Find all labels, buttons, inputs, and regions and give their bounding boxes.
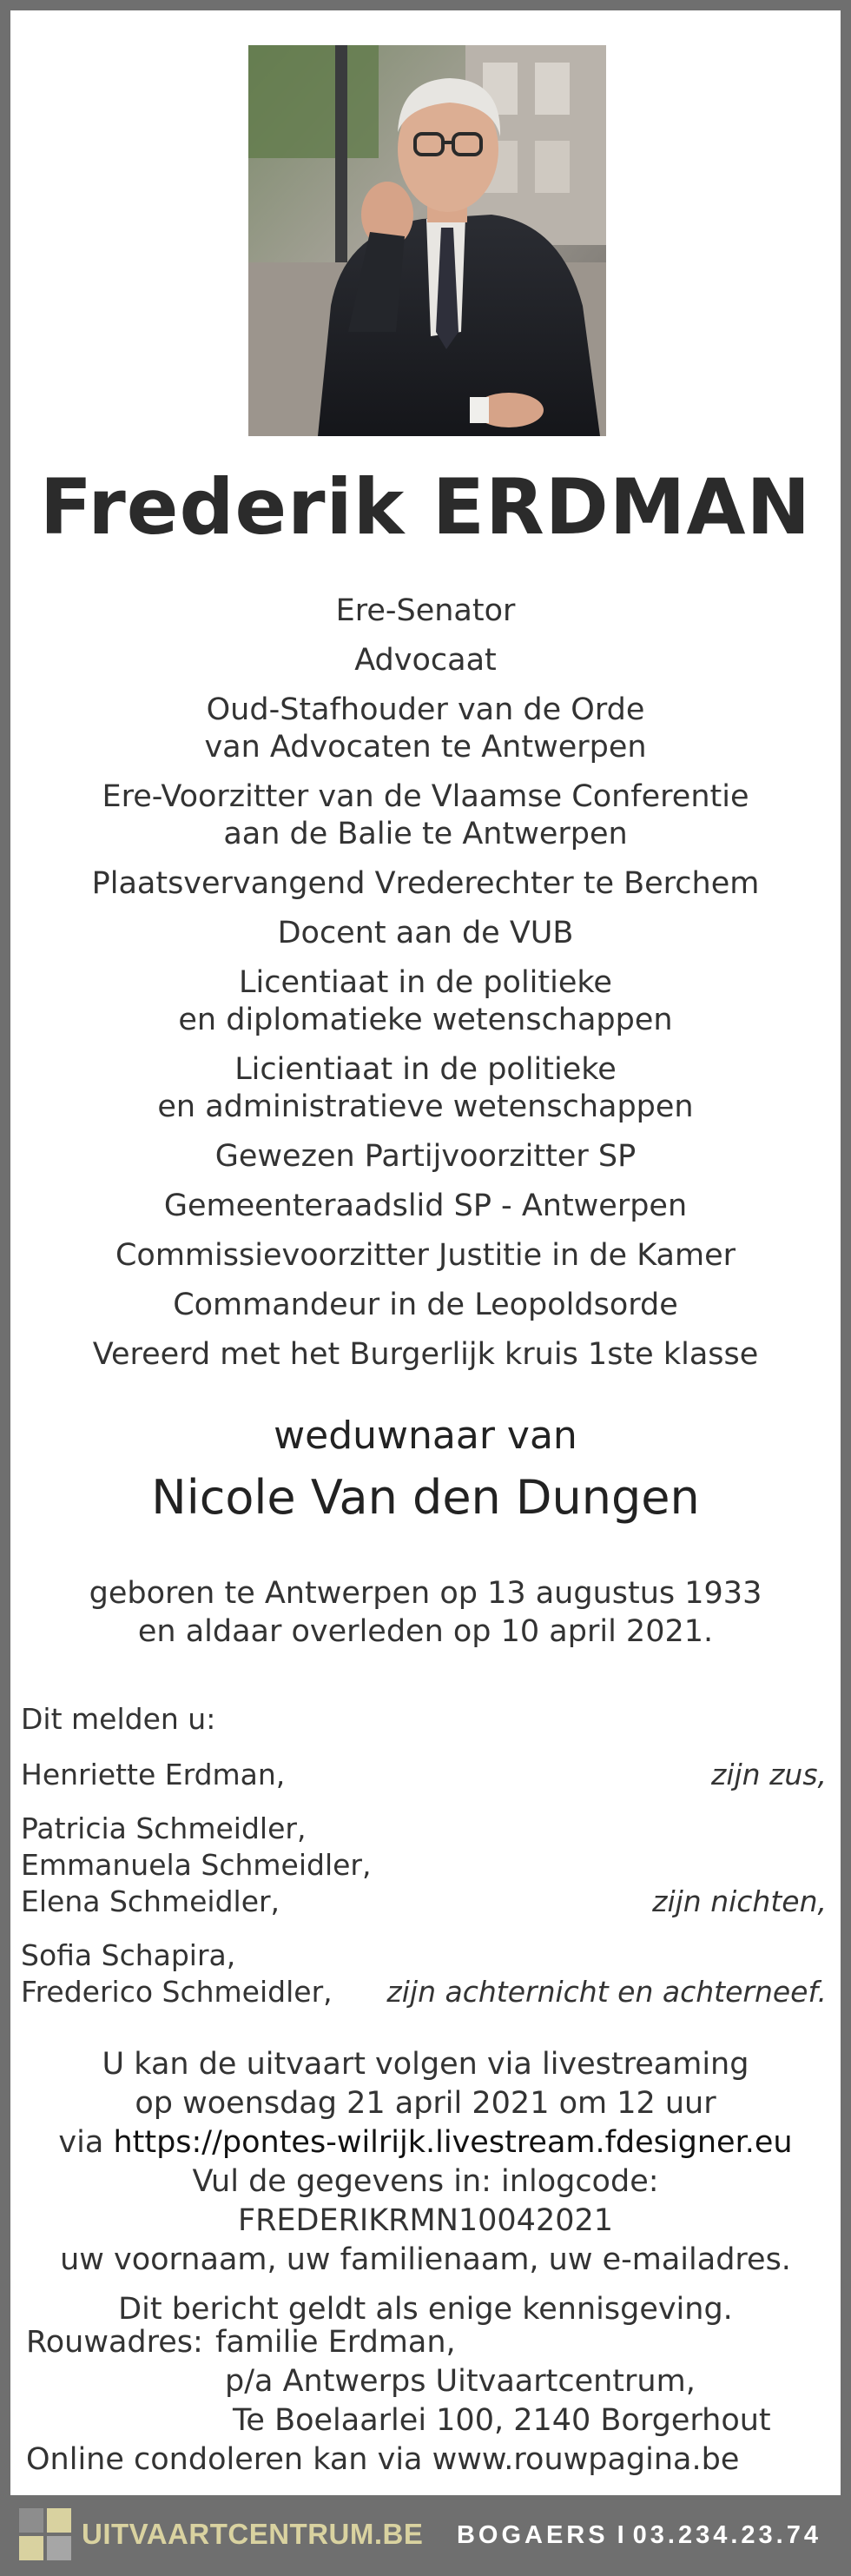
family-member-name: Sofia Schapira, (21, 1938, 236, 1972)
address-first-line (26, 2323, 834, 2362)
family-relation: zijn achternicht en achterneef. (386, 1975, 827, 2009)
title-line: Commandeur in de Leopoldsorde (173, 1288, 678, 1322)
title-entry (10, 865, 841, 903)
livestream-link[interactable]: https://pontes-wilrijk.livestream.fdesigner.eu (113, 2125, 793, 2160)
family-announcement (21, 1701, 827, 2028)
address-line-2: p/a Antwerps Uitvaartcentrum, (225, 2364, 696, 2399)
title-entry (10, 915, 841, 952)
title-entry (10, 642, 841, 679)
family-group (21, 1757, 827, 1793)
title-entry (10, 1188, 841, 1225)
address-label: Rouwadres: (26, 2325, 203, 2360)
title-line: Advocaat (354, 643, 497, 678)
title-entry (10, 593, 841, 630)
title-line: Gemeenteraadslid SP - Antwerpen (163, 1189, 688, 1223)
portrait-photo (248, 45, 606, 436)
mourning-address (26, 2323, 834, 2480)
family-intro: Dit melden u: (21, 1702, 216, 1736)
logo-mark-icon (19, 2508, 71, 2560)
title-line: Ere-Senator (335, 593, 516, 628)
family-groups (21, 1757, 827, 2010)
birth-line: geboren te Antwerpen op 13 augustus 1933 (89, 1576, 762, 1611)
spouse-name: Nicole Van den Dungen (151, 1470, 700, 1525)
family-group (21, 1937, 827, 2010)
livestream-url-line (10, 2123, 841, 2162)
family-member-name: Emmanuela Schmeidler, (21, 1848, 372, 1882)
deceased-name: Frederik ERDMAN (39, 462, 812, 552)
family-member-name: Henriette Erdman, (21, 1758, 286, 1791)
footer-bar (0, 2495, 851, 2576)
livestream-line-4: Vul de gegevens in: inlogcode: FREDERIKRMN10042021 (192, 2164, 659, 2238)
title-line: Vereerd met het Burgerlijk kruis 1ste klasse (92, 1337, 759, 1372)
livestream-via: via (58, 2125, 104, 2160)
title-line: van Advocaten te Antwerpen (204, 730, 647, 765)
birth-death-info (10, 1574, 841, 1651)
title-line: Plaatsvervangend Vrederechter te Berchem (91, 866, 760, 901)
title-line: Licientiaat in de politieke (234, 1052, 617, 1087)
footer-separator: I (617, 2521, 624, 2549)
address-line-1: familie Erdman, (215, 2325, 456, 2360)
title-entry (10, 964, 841, 1039)
title-entry (10, 1237, 841, 1275)
family-group (21, 1811, 827, 1920)
livestream-info (10, 2045, 841, 2329)
title-line: Commissievoorzitter Justitie in de Kamer (115, 1238, 736, 1273)
title-entry (10, 692, 841, 766)
title-line: Docent aan de VUB (277, 916, 574, 950)
title-line: Ere-Voorzitter van de Vlaamse Conferentie (102, 779, 749, 814)
family-relation: zijn nichten, (652, 1884, 827, 1918)
title-entry (10, 1138, 841, 1175)
title-entry (10, 1336, 841, 1374)
title-line: Gewezen Partijvoorzitter SP (214, 1139, 637, 1174)
livestream-line-5: uw voornaam, uw familienaam, uw e-mailadres. (60, 2242, 791, 2277)
title-entry (10, 778, 841, 853)
title-line: Oud-Stafhouder van de Orde (206, 692, 645, 727)
company-name: BOGAERS (456, 2521, 609, 2549)
title-line: en diplomatieke wetenschappen (178, 1003, 673, 1037)
brand-name[interactable]: UITVAARTCENTRUM.BE (82, 2518, 424, 2550)
death-line: en aldaar overleden op 10 april 2021. (137, 1614, 714, 1649)
notice-text: Dit bericht geldt als enige kennisgeving. (118, 2292, 733, 2327)
company-contact (457, 2521, 821, 2550)
portrait-illustration (248, 45, 606, 436)
family-member-name: Elena Schmeidler, (21, 1884, 280, 1918)
title-entry (10, 1051, 841, 1126)
title-line: aan de Balie te Antwerpen (223, 817, 628, 851)
condolence-line[interactable]: Online condoleren kan via www.rouwpagina.be (26, 2442, 740, 2477)
titles-list (10, 593, 841, 1386)
family-member-name: Patricia Schmeidler, (21, 1811, 307, 1845)
title-line: Licentiaat in de politieke (239, 965, 612, 1000)
title-line: en administratieve wetenschappen (157, 1089, 694, 1124)
livestream-line-1: U kan de uitvaart volgen via livestreaming (102, 2047, 749, 2082)
family-member-name: Frederico Schmeidler, (21, 1975, 333, 2009)
title-entry (10, 1287, 841, 1324)
widower-label: weduwnaar van (274, 1414, 577, 1458)
family-relation: zijn zus, (711, 1758, 827, 1791)
company-phone[interactable]: 03.234.23.74 (632, 2521, 821, 2549)
livestream-line-2: op woensdag 21 april 2021 om 12 uur (135, 2086, 716, 2121)
address-line-3: Te Boelaarlei 100, 2140 Borgerhout (233, 2403, 771, 2438)
